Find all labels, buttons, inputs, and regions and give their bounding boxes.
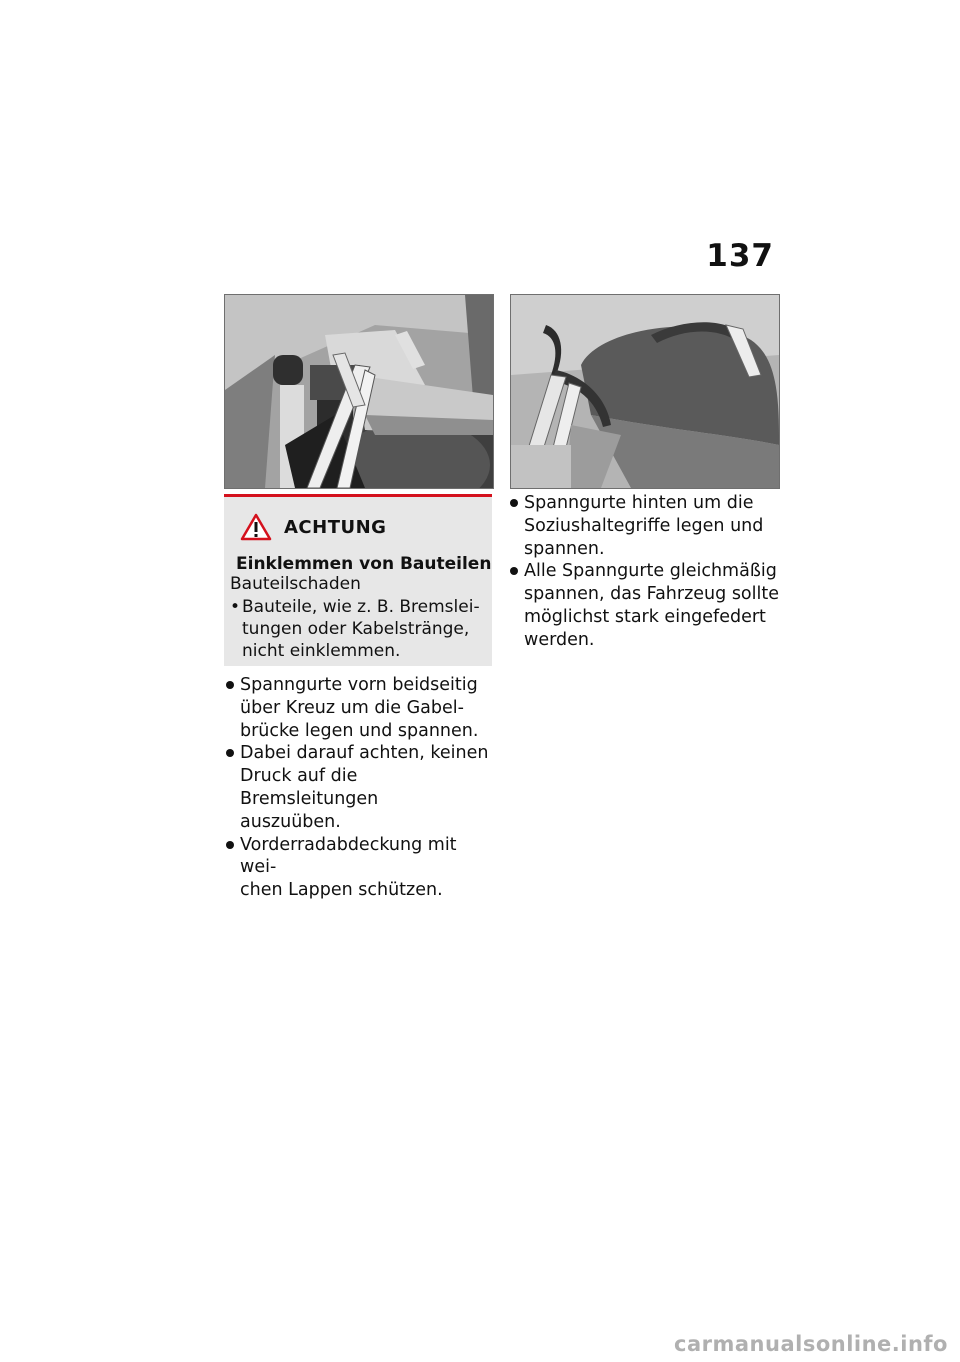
step-line: Vorderradabdeckung mit wei-: [240, 834, 457, 878]
bullet-dot: [226, 749, 234, 757]
warning-title: ACHTUNG: [284, 516, 387, 538]
remedy-line: nicht einklemmen.: [242, 641, 401, 661]
bullet-dot: [226, 681, 234, 689]
step-line: chen Lappen schützen.: [240, 880, 443, 901]
step-line: Soziushaltegriffe legen und: [524, 515, 764, 536]
step-line: auszuüben.: [240, 811, 341, 832]
step-line: werden.: [524, 629, 595, 650]
front-fork-photo: [224, 294, 494, 489]
warning-remedy: [230, 596, 482, 662]
step-item: [226, 834, 494, 902]
bullet-dot: [226, 841, 234, 849]
step-item: [226, 674, 494, 742]
warning-cause: Einklemmen von Bauteilen: [236, 554, 492, 574]
step-item: [510, 492, 780, 560]
step-line: Dabei darauf achten, keinen: [240, 743, 489, 764]
step-line: Spanngurte vorn beidseitig: [240, 675, 478, 695]
step-line: Druck auf die Bremsleitungen: [240, 766, 379, 809]
step-item: [510, 560, 780, 651]
bullet-dot: [510, 499, 518, 507]
step-line: über Kreuz um die Gabel-: [240, 697, 464, 718]
remedy-line: Bauteile, wie z. B. Bremslei-: [242, 597, 480, 617]
motorcycle-rear-seat-photo-icon: [511, 295, 779, 488]
warning-triangle-icon: [240, 513, 272, 541]
page-number: 137: [706, 238, 774, 274]
step-line: Spanngurte hinten um die: [524, 493, 754, 513]
warning-header: [240, 513, 386, 541]
steps-list-right: [510, 492, 780, 652]
step-item: [226, 742, 494, 833]
watermark: carmanualsonline.info: [674, 1332, 948, 1356]
rear-seat-photo: [510, 294, 780, 489]
step-line: brücke legen und spannen.: [240, 720, 479, 741]
bullet-dot: [510, 567, 518, 575]
step-line: Alle Spanngurte gleichmäßig: [524, 561, 777, 582]
steps-list-left: [226, 674, 494, 902]
step-line: spannen.: [524, 538, 605, 559]
warning-box: [224, 494, 492, 666]
motorcycle-front-fork-photo-icon: [225, 295, 493, 488]
warning-effect: Bauteilschaden: [230, 574, 361, 594]
remedy-bullet: •: [230, 597, 241, 617]
step-line: spannen, das Fahrzeug sollte: [524, 584, 779, 605]
step-line: möglichst stark eingefedert: [524, 606, 766, 627]
remedy-line: tungen oder Kabelstränge,: [242, 619, 470, 639]
